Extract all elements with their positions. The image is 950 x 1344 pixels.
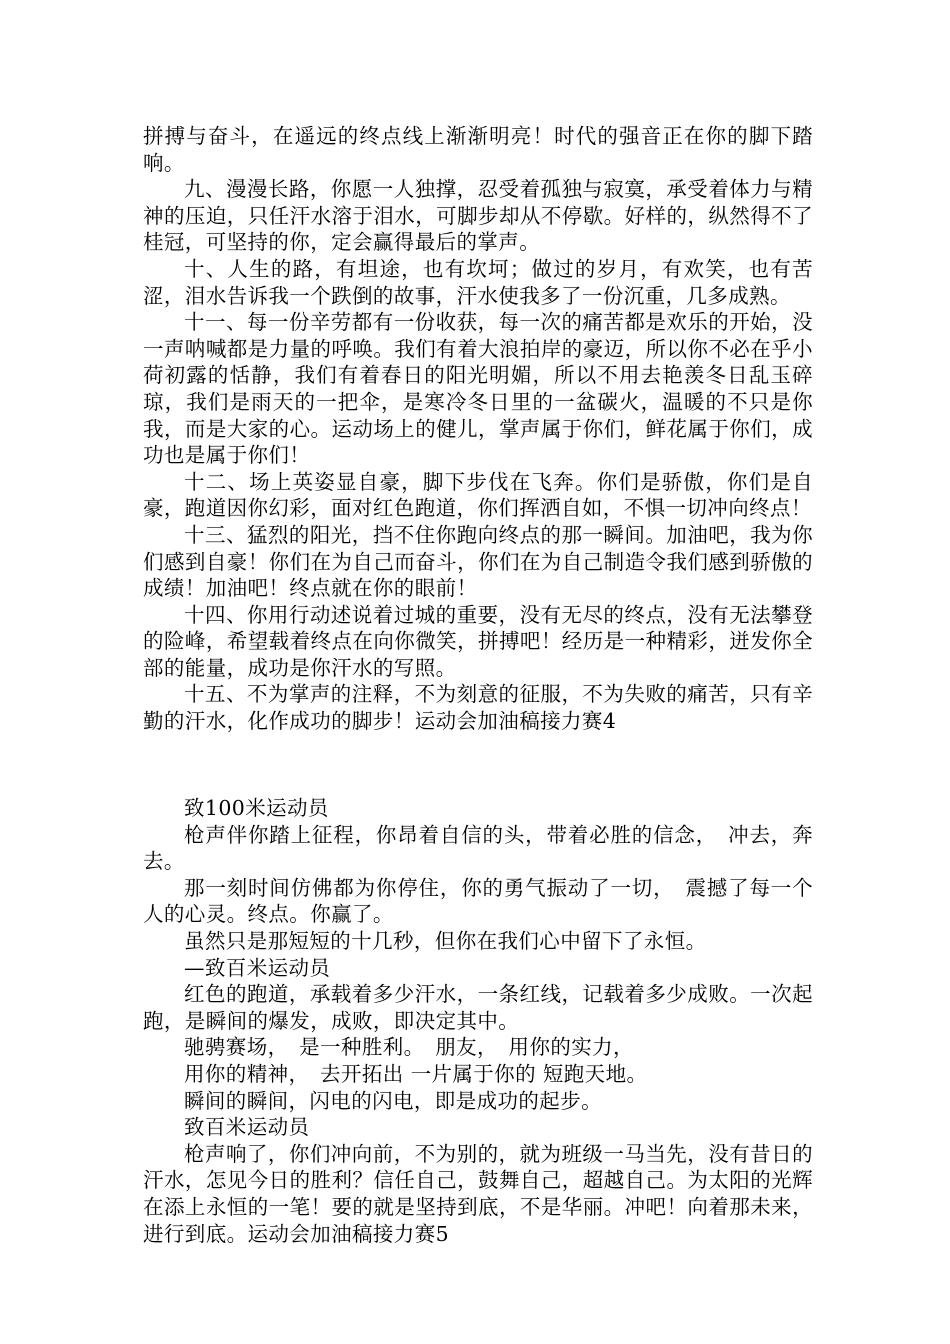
paragraph: 红色的跑道，承载着多少汗水，一条红线，记载着多少成败。一次起跑，是瞬间的爆发，成败，即决定其中。 <box>143 982 813 1033</box>
paragraph: 十五、不为掌声的注释，不为刻意的征服，不为失败的痛苦，只有辛勤的汗水，化作成功的脚步！运动会加油稿接力赛4 <box>143 682 813 734</box>
section-heading: 致百米运动员 <box>184 1115 310 1140</box>
paragraph: 拼搏与奋斗，在遥远的终点线上渐渐明亮！时代的强音正在你的脚下踏响。 <box>143 124 813 175</box>
paragraph: 用你的精神， 去开拓出 一片属于你的 短跑天地。 <box>184 1061 648 1086</box>
paragraph: 驰骋赛场， 是一种胜利。 朋友， 用你的实力， <box>184 1035 634 1060</box>
paragraph: 十三、猛烈的阳光，挡不住你跑向终点的那一瞬间。加油吧，我为你们感到自豪！你们在为自己而奋斗，你们在为自己制造令我们感到骄傲的成绩！加油吧！终点就在你的眼前！ <box>143 522 813 601</box>
paragraph: 瞬间的瞬间，闪电的闪电，即是成功的起步。 <box>184 1088 602 1113</box>
text-block-lower <box>143 795 813 1247</box>
paragraph: 枪声响了，你们冲向前，不为别的，就为班级一马当先，没有昔日的汗水，怎见今日的胜利？信任自己，鼓舞自己，超越自己。为太阳的光辉在添上永恒的一笔！要的就是坚持到底，不是华丽。冲吧！向着那未来，进行到底。运动会加油稿接力赛5 <box>143 1141 813 1246</box>
paragraph: 那一刻时间仿佛都为你停住，你的勇气振动了一切， 震撼了每一个人的心灵。终点。你赢了。 <box>143 875 813 927</box>
paragraph: 十、人生的路，有坦途，也有坎坷；做过的岁月，有欢笑，也有苦涩，泪水告诉我一个跌倒的故事，汗水使我多了一份沉重，几多成熟。 <box>143 256 813 308</box>
paragraph: 十一、每一份辛劳都有一份收获，每一次的痛苦都是欢乐的开始，没一声呐喊都是力量的呼唤。我们有着大浪拍岸的豪迈，所以你不必在乎小荷初露的恬静，我们有着春日的阳光明媚，所以不用去艳羡冬日乱玉碎琼，我们是雨天的一把伞，是寒冷冬日里的一盆碳火，温暖的不只是你我，而是大家的心。运动场上的健儿，掌声属于你们，鲜花属于你们，成功也是属于你们！ <box>143 310 813 468</box>
paragraph: 虽然只是那短短的十几秒，但你在我们心中留下了永恒。 <box>184 928 707 953</box>
paragraph: 枪声伴你踏上征程，你昂着自信的头，带着必胜的信念， 冲去，奔去。 <box>143 822 813 874</box>
paragraph: 九、漫漫长路，你愿一人独撑，忍受着孤独与寂寞，承受着体力与精神的压迫，只任汗水溶于泪水，可脚步却从不停歇。好样的，纵然得不了桂冠，可坚持的你，定会赢得最后的掌声。 <box>143 177 813 255</box>
text-block-upper <box>143 123 813 735</box>
paragraph: 十四、你用行动述说着过城的重要，没有无尽的终点，没有无法攀登的险峰，希望载着终点在向你微笑，拼搏吧！经历是一种精彩，迸发你全部的能量，成功是你汗水的写照。 <box>143 602 813 680</box>
section-heading: 致100米运动员 <box>184 796 329 820</box>
paragraph: 十二、场上英姿显自豪，脚下步伐在飞奔。你们是骄傲，你们是自豪，跑道因你幻彩，面对红色跑道，你们挥洒自如，不惧一切冲向终点！ <box>143 469 813 521</box>
section-heading: —致百米运动员 <box>184 955 331 980</box>
